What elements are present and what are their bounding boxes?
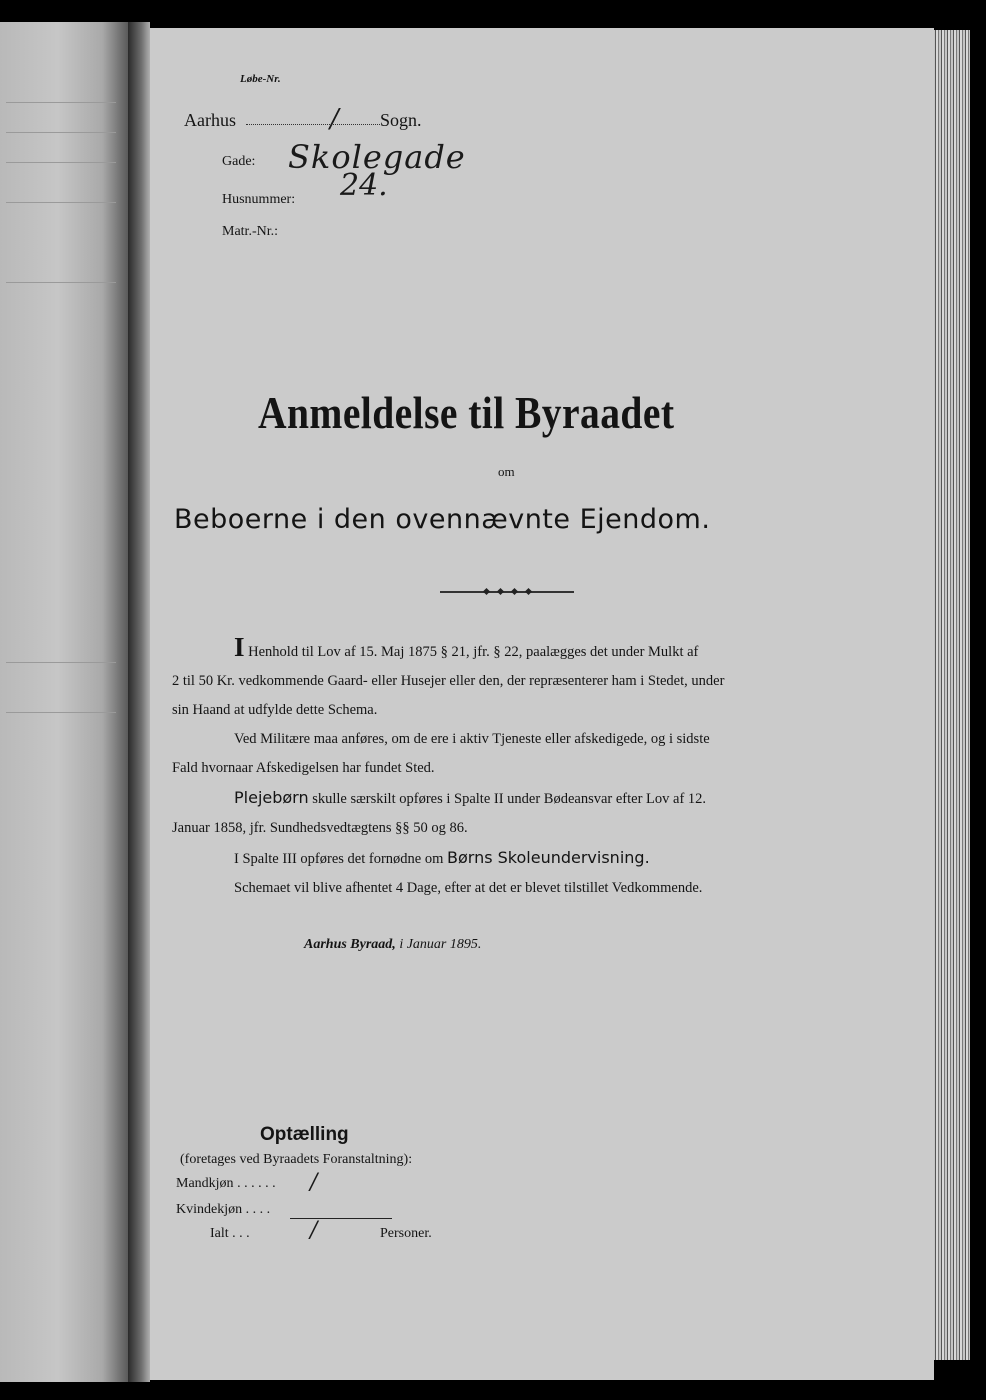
instruction-line: Schemaet vil blive afhentet 4 Dage, efter at det er blevet tilstillet Vedkommende. <box>234 880 703 896</box>
ghost-line <box>6 132 116 133</box>
instruction-line: 2 til 50 Kr. vedkommende Gaard- eller Husejer eller den, der repræsenterer ham i Stedet, under <box>172 673 725 689</box>
gade-value: Skolegade <box>288 138 466 176</box>
instruction-line: sin Haand at udfylde dette Schema. <box>172 702 378 718</box>
page-edges <box>930 30 970 1360</box>
issuer-signature <box>304 937 481 953</box>
ghost-line <box>6 102 116 103</box>
ialt-value: / <box>310 1218 318 1243</box>
mandkjoen-value: / <box>310 1170 318 1195</box>
ghost-line <box>6 282 116 283</box>
personer-label: Personer. <box>380 1226 432 1241</box>
instructions-block <box>172 633 844 903</box>
ghost-line <box>6 162 116 163</box>
mandkjoen-label: Mandkjøn . . . . . . <box>176 1176 276 1191</box>
husnummer-label: Husnummer: <box>222 192 296 207</box>
om-label: om <box>498 464 515 479</box>
issuer-name: Aarhus Byraad, <box>304 937 396 952</box>
sogn-value: / <box>330 104 339 134</box>
instruction-line: Januar 1858, jfr. Sundhedsvedtægtens §§ 50 og 86. <box>172 820 468 836</box>
ghost-line <box>6 662 116 663</box>
divider-ornament <box>440 591 574 593</box>
sogn-field <box>246 124 380 125</box>
page-subtitle: Beboerne i den ovennævnte Ejendom. <box>174 504 711 535</box>
document-page <box>150 28 934 1380</box>
left-facing-page <box>0 22 128 1382</box>
instruction-line: Henhold til Lov af 15. Maj 1875 § 21, jfr. § 22, paalægges det under Mulkt af <box>248 644 699 660</box>
kvindekjoen-label: Kvindekjøn . . . . <box>176 1202 271 1217</box>
sogn-label: Sogn. <box>380 110 422 130</box>
count-note: (foretages ved Byraadets Foranstaltning): <box>180 1152 413 1167</box>
count-title: Optælling <box>260 1124 349 1145</box>
instruction-line: skulle særskilt opføres i Spalte II under Bødeansvar efter Lov af 12. <box>312 791 707 807</box>
husnummer-value: 24. <box>340 168 388 203</box>
instruction-line: Fald hvornaar Afskedigelsen har fundet Sted. <box>172 760 435 776</box>
page-title: Anmeldelse til Byraadet <box>258 387 675 438</box>
gade-label: Gade: <box>222 154 256 169</box>
instruction-line: I Spalte III opføres det fornødne om <box>234 851 444 867</box>
ialt-label: Ialt . . . <box>210 1226 250 1241</box>
issue-date: i Januar 1895. <box>399 937 482 952</box>
ghost-line <box>6 712 116 713</box>
sum-rule <box>290 1218 392 1219</box>
plejeboern-term: Plejebørn <box>234 788 309 807</box>
drop-cap: I <box>234 632 245 662</box>
city-label: Aarhus <box>184 110 236 130</box>
instruction-line: Ved Militære maa anføres, om de ere i aktiv Tjeneste eller afskedigede, og i sidste <box>234 731 710 747</box>
skoleundervisning-term: Børns Skoleundervisning. <box>447 848 650 867</box>
book-gutter <box>128 22 150 1382</box>
loebe-nr-label: Løbe-Nr. <box>240 73 281 85</box>
ghost-line <box>6 202 116 203</box>
matr-nr-label: Matr.-Nr.: <box>222 224 278 239</box>
